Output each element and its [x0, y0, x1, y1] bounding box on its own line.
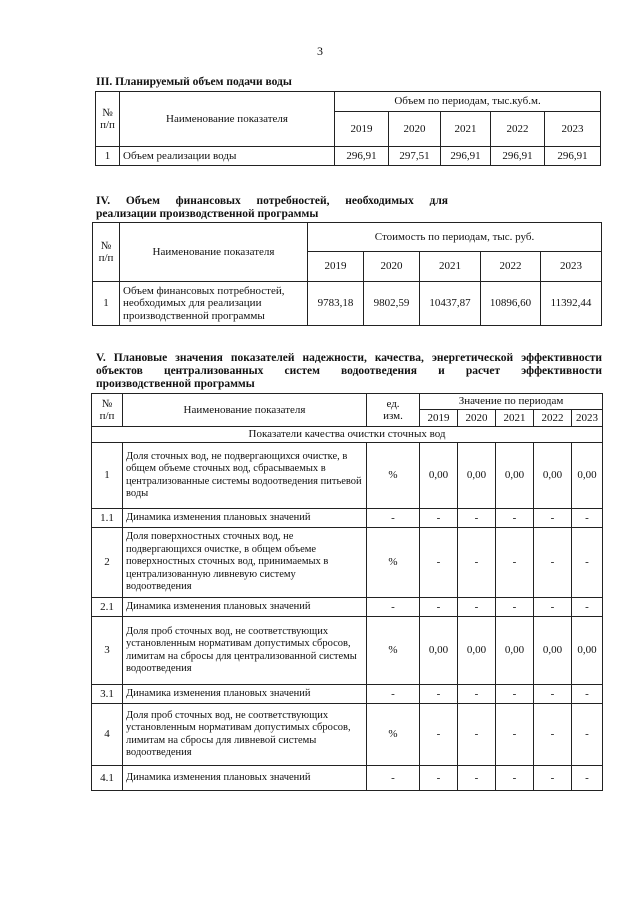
- row-value: -: [572, 528, 603, 598]
- year-header: 2021: [441, 112, 491, 147]
- year-header: 2023: [541, 252, 602, 282]
- row-num: 4: [92, 704, 123, 766]
- col-num-header: № п/п: [92, 394, 123, 427]
- table-row: [93, 282, 602, 326]
- year-header: 2021: [420, 252, 481, 282]
- row-name: Доля проб сточных вод, не соответствующих установленным нормативам допустимых сбросов, лимитам на сбросы для ливневой системы водоотведения: [123, 704, 367, 766]
- row-unit: -: [367, 509, 420, 528]
- periods-header: Объем по периодам, тыс.куб.м.: [335, 92, 601, 112]
- row-name: Объем финансовых потребностей, необходимых для реализации производственной программы: [120, 282, 308, 326]
- row-value: 10437,87: [420, 282, 481, 326]
- row-num: 3: [92, 617, 123, 685]
- row-value: -: [496, 509, 534, 528]
- row-value: 296,91: [491, 147, 545, 166]
- table-row: [96, 147, 601, 166]
- row-value: -: [420, 685, 458, 704]
- col-unit-header: ед. изм.: [367, 394, 420, 427]
- row-num: 4.1: [92, 766, 123, 791]
- row-name: Динамика изменения плановых значений: [123, 598, 367, 617]
- financial-needs-table: [92, 222, 602, 326]
- row-value: 296,91: [545, 147, 601, 166]
- row-value: -: [420, 704, 458, 766]
- row-unit: %: [367, 617, 420, 685]
- row-value: -: [420, 598, 458, 617]
- page-number: 3: [317, 44, 323, 58]
- year-header: 2020: [364, 252, 420, 282]
- col-num-header: № п/п: [96, 92, 120, 147]
- quality-indicators-table: [91, 393, 603, 791]
- section-4-title-line1: IV. Объем финансовых потребностей, необходимых для: [96, 195, 448, 207]
- row-num: 1: [96, 147, 120, 166]
- row-value: 11392,44: [541, 282, 602, 326]
- row-unit: -: [367, 685, 420, 704]
- row-value: 9783,18: [308, 282, 364, 326]
- year-header: 2022: [491, 112, 545, 147]
- row-value: -: [458, 528, 496, 598]
- row-num: 2: [92, 528, 123, 598]
- row-name: Доля проб сточных вод, не соответствующих установленным нормативам допустимых сбросов, лимитам на сбросы для централизованной системы водоотведения: [123, 617, 367, 685]
- row-num: 1: [93, 282, 120, 326]
- row-value: -: [534, 598, 572, 617]
- table-row: [92, 704, 603, 766]
- row-value: -: [534, 704, 572, 766]
- table-row: [92, 617, 603, 685]
- row-name: Динамика изменения плановых значений: [123, 685, 367, 704]
- col-num-header: № п/п: [93, 223, 120, 282]
- row-value: 0,00: [458, 617, 496, 685]
- year-header: 2023: [572, 410, 603, 427]
- periods-header: Стоимость по периодам, тыс. руб.: [308, 223, 602, 252]
- row-value: -: [420, 766, 458, 791]
- year-header: 2019: [420, 410, 458, 427]
- row-unit: -: [367, 598, 420, 617]
- row-value: 0,00: [572, 617, 603, 685]
- table-row: [92, 766, 603, 791]
- row-num: 1: [92, 443, 123, 509]
- row-value: 0,00: [534, 617, 572, 685]
- row-value: -: [534, 528, 572, 598]
- year-header: 2023: [545, 112, 601, 147]
- row-value: -: [458, 685, 496, 704]
- row-unit: %: [367, 443, 420, 509]
- row-value: -: [420, 528, 458, 598]
- section-4-title-line2: реализации производственной программы: [96, 208, 319, 220]
- row-name: Доля поверхностных сточных вод, не подвергающихся очистке, в общем объеме поверхностных сточных вод, принимаемых в централизованную ливневую систему водоотведения: [123, 528, 367, 598]
- section-5-title-line3: производственной программы: [96, 378, 255, 390]
- year-header: 2022: [481, 252, 541, 282]
- row-value: 0,00: [534, 443, 572, 509]
- row-value: 9802,59: [364, 282, 420, 326]
- row-value: 297,51: [389, 147, 441, 166]
- table-row: [92, 528, 603, 598]
- row-unit: %: [367, 704, 420, 766]
- year-header: 2020: [389, 112, 441, 147]
- row-value: 296,91: [335, 147, 389, 166]
- row-value: -: [458, 704, 496, 766]
- row-name: Объем реализации воды: [120, 147, 335, 166]
- row-value: 0,00: [420, 443, 458, 509]
- row-num: 2.1: [92, 598, 123, 617]
- row-value: -: [572, 704, 603, 766]
- row-name: Доля сточных вод, не подвергающихся очистке, в общем объеме сточных вод, сбрасываемых в централизованные системы водоотведения питьевой воды: [123, 443, 367, 509]
- table-row: [92, 443, 603, 509]
- row-value: 0,00: [458, 443, 496, 509]
- col-name-header: Наименование показателя: [120, 92, 335, 147]
- year-header: 2020: [458, 410, 496, 427]
- row-value: -: [534, 766, 572, 791]
- row-unit: -: [367, 766, 420, 791]
- water-supply-table: [95, 91, 601, 166]
- row-num: 1.1: [92, 509, 123, 528]
- row-value: -: [572, 509, 603, 528]
- table-row: [92, 509, 603, 528]
- row-value: -: [534, 509, 572, 528]
- row-unit: %: [367, 528, 420, 598]
- year-header: 2019: [308, 252, 364, 282]
- year-header: 2022: [534, 410, 572, 427]
- row-name: Динамика изменения плановых значений: [123, 509, 367, 528]
- row-value: 296,91: [441, 147, 491, 166]
- row-value: -: [496, 528, 534, 598]
- row-value: 0,00: [496, 443, 534, 509]
- table-row: [92, 685, 603, 704]
- row-value: -: [420, 509, 458, 528]
- row-value: -: [458, 598, 496, 617]
- col-name-header: Наименование показателя: [120, 223, 308, 282]
- section-5-title-line2: объектов централизованных систем водоотведения и расчет эффективности: [96, 365, 602, 377]
- row-value: 0,00: [572, 443, 603, 509]
- row-value: 0,00: [420, 617, 458, 685]
- col-name-header: Наименование показателя: [123, 394, 367, 427]
- row-value: -: [458, 766, 496, 791]
- year-header: 2021: [496, 410, 534, 427]
- row-value: -: [496, 704, 534, 766]
- row-value: -: [534, 685, 572, 704]
- table-row: [92, 598, 603, 617]
- row-value: -: [496, 766, 534, 791]
- row-value: -: [496, 685, 534, 704]
- section-3-title: III. Планируемый объем подачи воды: [96, 76, 292, 88]
- year-header: 2019: [335, 112, 389, 147]
- section-5-title-line1: V. Плановые значения показателей надежности, качества, энергетической эффективности: [96, 352, 602, 364]
- periods-header: Значение по периодам: [420, 394, 603, 410]
- row-value: -: [572, 685, 603, 704]
- row-value: -: [572, 598, 603, 617]
- row-num: 3.1: [92, 685, 123, 704]
- row-value: 10896,60: [481, 282, 541, 326]
- row-name: Динамика изменения плановых значений: [123, 766, 367, 791]
- row-value: 0,00: [496, 617, 534, 685]
- row-value: -: [572, 766, 603, 791]
- row-value: -: [458, 509, 496, 528]
- group-header: Показатели качества очистки сточных вод: [92, 427, 603, 443]
- row-value: -: [496, 598, 534, 617]
